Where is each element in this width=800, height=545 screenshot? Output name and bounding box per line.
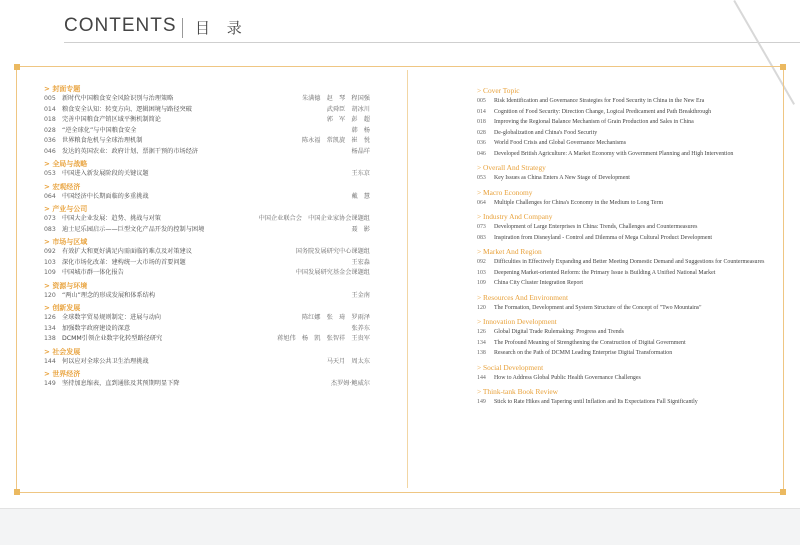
section-arrow-icon: >: [477, 387, 483, 396]
article-title: Deepening Market-oriented Reform: the Primary Issue is Building A Unified National Market: [494, 269, 716, 276]
page-number: 120: [477, 304, 486, 311]
section-arrow-icon: >: [477, 247, 484, 256]
en-toc-entry[interactable]: [477, 257, 777, 268]
section-arrow-icon: >: [477, 292, 484, 302]
page-number: 126: [477, 329, 486, 335]
en-toc-entry[interactable]: [477, 373, 777, 384]
page-number: 134: [44, 324, 56, 332]
en-toc-entry[interactable]: [477, 397, 777, 408]
chinese-contents-column: [44, 82, 370, 390]
en-toc-entry[interactable]: [477, 348, 777, 359]
cn-section-title: 全局与战略: [52, 160, 88, 168]
page-number: 036: [477, 140, 486, 146]
page-number: 149: [44, 380, 56, 387]
section-arrow-icon: >: [44, 160, 53, 168]
cn-toc-entry[interactable]: [44, 94, 370, 105]
section-arrow-icon: >: [44, 205, 53, 213]
english-contents-column: [477, 82, 777, 408]
cn-section-title: 资源与环境: [52, 281, 88, 290]
page-number: 073: [44, 215, 56, 222]
article-title: Multiple Challenges for China's Economy in the Medium to Long Term: [494, 199, 664, 206]
page-number: 144: [477, 374, 486, 381]
article-title: 深化市场化改革：建构统一大市场的首要问题: [62, 258, 186, 266]
en-toc-entry[interactable]: [477, 198, 777, 209]
en-toc-entry[interactable]: [477, 107, 777, 118]
article-title: The Formation, Development and System Structure of the Concept of "Two Mountains": [494, 304, 702, 311]
en-toc-entry[interactable]: [477, 278, 777, 289]
cn-toc-entry[interactable]: [44, 313, 370, 324]
article-authors: 王金南: [351, 291, 370, 299]
article-title: Cognition of Food Security: Direction Change, Logical Predicament and Path Breakthrough: [494, 108, 712, 115]
page-number: 144: [44, 357, 56, 365]
article-title: “逆全球化”与中国粮食安全: [62, 126, 137, 134]
en-toc-entry[interactable]: [477, 149, 777, 160]
page-number: 028: [44, 126, 56, 134]
page-number: 083: [44, 225, 56, 233]
article-title: Research on the Path of DCMM Leading Enterprise Digital Transformation: [494, 350, 673, 356]
page-number: 120: [44, 291, 56, 299]
page-number: 018: [44, 116, 56, 123]
cn-section-title: 市场与区域: [52, 238, 88, 246]
article-authors: 中国发展研究基金会课题组: [295, 269, 370, 276]
contents-title-cn: 目 录: [195, 19, 248, 37]
article-title: 中国经济中长期面临的多重挑战: [62, 192, 149, 200]
cn-section-title: 封面专题: [52, 85, 81, 93]
cn-section-heading: [44, 303, 334, 313]
article-title: 世界粮食危机与全球治理机制: [62, 137, 143, 144]
article-title: Improving the Regional Balance Mechanism of Grain Production and Sales in China: [494, 119, 694, 125]
en-toc-entry[interactable]: [477, 173, 777, 184]
page-number: 138: [477, 350, 486, 356]
article-title: Inspiration from Disneyland - Control and Dilemma of Mega Cultural Product Development: [494, 234, 713, 241]
page-number: 134: [477, 339, 486, 346]
page-number: 109: [477, 280, 486, 286]
cn-toc-entry[interactable]: [44, 291, 370, 302]
article-authors: 马天月 周太东: [326, 357, 370, 365]
frame-corner: [780, 489, 786, 495]
article-title: Development of Large Enterprises in China: Trends, Challenges and Countermeasures: [494, 224, 698, 230]
cn-toc-entry[interactable]: [44, 357, 370, 368]
cn-toc-entry[interactable]: [44, 324, 370, 335]
article-title: 新时代中国粮食安全风险识别与治理策略: [62, 95, 174, 102]
page-number: 018: [477, 119, 486, 125]
cn-toc-entry[interactable]: [44, 268, 370, 279]
en-toc-entry[interactable]: [477, 233, 777, 244]
contents-header: [0, 0, 800, 52]
frame-corner: [14, 489, 20, 495]
section-arrow-icon: >: [477, 163, 484, 172]
en-toc-entry[interactable]: [477, 222, 777, 233]
section-arrow-icon: >: [44, 304, 53, 312]
en-section-title: Market And Region: [483, 247, 542, 256]
cn-toc-entry[interactable]: [44, 379, 370, 390]
article-title: Stick to Rate Hikes and Tapering until Inflation and Its Expectations Fall Significantly: [494, 399, 698, 405]
en-toc-entry[interactable]: [477, 117, 777, 128]
article-title: World Food Crisis and Global Governance Mechanisms: [494, 140, 627, 146]
en-toc-entry[interactable]: [477, 303, 777, 314]
column-divider: [407, 70, 408, 488]
en-toc-entry[interactable]: [477, 327, 777, 338]
section-arrow-icon: >: [44, 370, 53, 378]
article-authors: 国务院发展研究中心课题组: [295, 248, 370, 255]
en-section-heading: [477, 187, 777, 198]
article-title: De-globalization and China's Food Security: [494, 129, 598, 136]
article-title: “两山”理念的形成发展和体系结构: [62, 291, 156, 299]
section-arrow-icon: >: [44, 182, 53, 191]
en-section-heading: [477, 162, 777, 173]
article-title: 中国进入新发展阶段的关键议题: [62, 170, 149, 177]
section-arrow-icon: >: [477, 86, 484, 95]
page-number: 005: [44, 95, 56, 102]
en-section-title: Cover Topic: [483, 86, 520, 95]
cn-toc-entry[interactable]: [44, 169, 370, 180]
header-rule: [64, 42, 800, 43]
page-number: 005: [477, 98, 486, 104]
en-section-title: Social Development: [483, 362, 544, 372]
section-arrow-icon: >: [44, 85, 53, 93]
section-arrow-icon: >: [44, 281, 53, 290]
article-authors: 陈红娜 张 琦 罗雨泽: [301, 314, 370, 321]
article-title: 有效扩大和更好满足内需面临的难点及对策建议: [62, 248, 192, 255]
frame-corner: [14, 64, 20, 70]
page-number: 103: [44, 258, 56, 266]
frame-corner: [780, 64, 786, 70]
article-authors: 杰罗姆·鲍威尔: [330, 380, 370, 387]
article-authors: 郭 军 彭 超: [326, 116, 370, 123]
en-section-heading: [477, 211, 777, 222]
en-toc-entry[interactable]: [477, 338, 777, 349]
article-title: 完善中国粮食产销区域平衡机制简论: [62, 116, 161, 123]
page-number: 149: [477, 399, 486, 405]
page-number: 083: [477, 234, 486, 241]
page-number: 014: [477, 108, 486, 115]
en-toc-entry[interactable]: [477, 268, 777, 279]
article-title: 发达的英国农业：政府计划、票据干预的市场经济: [62, 147, 199, 155]
cn-section-heading: [44, 237, 334, 247]
cn-section-heading: [44, 281, 334, 291]
page-number: 028: [477, 129, 486, 136]
article-authors: 蒋旭伟 杨 凯 张智祥 王贵军: [277, 335, 370, 342]
article-authors: 王宏淼: [351, 258, 370, 266]
article-title: How to Address Global Public Health Governance Challenges: [494, 374, 641, 381]
cn-section-heading: [44, 84, 334, 94]
en-section-heading: [477, 246, 777, 257]
cn-section-heading: [44, 204, 334, 214]
article-title: Developed British Agriculture: A Market Economy with Government Planning and High Intervention: [494, 150, 734, 157]
cn-toc-entry[interactable]: [44, 105, 370, 116]
article-authors: 韩 杨: [351, 126, 370, 134]
page-number: 109: [44, 269, 56, 276]
section-arrow-icon: >: [477, 187, 484, 197]
en-section-heading: [477, 292, 777, 303]
page-number: 073: [477, 224, 486, 230]
page-number: 064: [44, 192, 56, 200]
cn-toc-entry[interactable]: [44, 247, 370, 258]
section-arrow-icon: >: [44, 238, 53, 246]
en-section-heading: [477, 362, 777, 373]
article-title: Global Digital Trade Rulemaking: Progress and Trends: [494, 329, 624, 335]
page-footer-strip: [0, 508, 800, 545]
article-title: Difficulties in Effectively Expanding and Better Meeting Domestic Demand and Suggestions for Countermeasures: [494, 259, 765, 265]
cn-toc-entry[interactable]: [44, 115, 370, 126]
page-number: 103: [477, 269, 486, 276]
section-arrow-icon: >: [477, 212, 484, 221]
article-title: 迪士尼乐园启示——巨型文化产品开发的控制与困境: [62, 225, 205, 233]
en-toc-entry[interactable]: [477, 96, 777, 107]
en-section-title: Industry And Company: [483, 212, 553, 221]
cn-toc-entry[interactable]: [44, 136, 370, 147]
en-toc-entry[interactable]: [477, 128, 777, 139]
cn-section-title: 产业与公司: [52, 205, 88, 213]
article-title: 中国大企业发展：趋势、挑战与对策: [62, 215, 161, 222]
section-arrow-icon: >: [44, 347, 53, 356]
cn-toc-entry[interactable]: [44, 225, 370, 236]
title-divider: [182, 18, 183, 38]
en-section-title: Innovation Development: [483, 317, 557, 326]
page-number: 036: [44, 137, 56, 144]
cn-section-heading: [44, 347, 334, 357]
article-title: 全球数字贸易规则制定：进展与动向: [62, 314, 161, 321]
page-number: 046: [477, 150, 486, 157]
page-number: 126: [44, 314, 56, 321]
page-number: 053: [44, 170, 56, 177]
article-title: 何以应对全球公共卫生治理挑战: [62, 357, 149, 365]
article-title: Key Issues as China Enters A New Stage of Development: [494, 175, 630, 181]
cn-section-heading: [44, 182, 334, 192]
article-title: Risk Identification and Governance Strategies for Food Security in China in the New Era: [494, 98, 705, 104]
cn-section-title: 创新发展: [52, 304, 81, 312]
section-arrow-icon: >: [477, 362, 484, 372]
cn-toc-entry[interactable]: [44, 258, 370, 269]
page-number: 014: [44, 105, 56, 113]
article-title: 中国城市群一体化报告: [62, 269, 124, 276]
cn-section-heading: [44, 159, 334, 169]
article-authors: 聂 影: [351, 225, 370, 233]
page-number: 092: [477, 259, 486, 265]
en-section-heading: [477, 85, 777, 96]
article-title: 粮食安全认知：转变方向、逻辑困境与路径突破: [62, 105, 192, 113]
page-number: 092: [44, 248, 56, 255]
article-authors: 陈永福 常凯旋 崔 悦: [301, 137, 370, 144]
page-number: 046: [44, 147, 56, 155]
article-authors: 张养东: [351, 324, 370, 332]
en-section-title: Overall And Strategy: [483, 163, 546, 172]
en-section-title: Resources And Environment: [483, 292, 569, 302]
page-number: 053: [477, 175, 486, 181]
cn-toc-entry[interactable]: [44, 214, 370, 225]
en-section-title: Think-tank Book Review: [482, 387, 559, 396]
en-section-heading: [477, 316, 777, 327]
cn-toc-entry[interactable]: [44, 147, 370, 158]
section-arrow-icon: >: [477, 317, 484, 326]
article-title: The Profound Meaning of Strengthening the Construction of Digital Government: [494, 339, 686, 346]
en-toc-entry[interactable]: [477, 138, 777, 149]
cn-toc-entry[interactable]: [44, 192, 370, 203]
article-authors: 戴 慧: [351, 192, 370, 200]
en-section-title: Macro Economy: [483, 187, 533, 197]
en-section-heading: [477, 386, 777, 397]
article-title: China City Cluster Integration Report: [494, 280, 584, 286]
article-authors: 王东京: [351, 170, 370, 177]
cn-toc-entry[interactable]: [44, 126, 370, 137]
article-authors: 杨晶垟: [351, 147, 370, 155]
article-title: 加强数字政府建设的深意: [62, 324, 131, 332]
page-number: 064: [477, 199, 486, 206]
article-authors: 朱满德 赵 琴 程国强: [301, 95, 370, 102]
article-title: DCMM引领企业数字化转型路径研究: [62, 335, 163, 342]
cn-section-title: 社会发展: [52, 347, 81, 356]
cn-toc-entry[interactable]: [44, 334, 370, 345]
cn-section-title: 世界经济: [52, 370, 81, 378]
cn-section-title: 宏观经济: [52, 182, 81, 191]
article-authors: 中国企业联合会 中国企业家协会课题组: [258, 215, 370, 222]
article-title: 坚持加息缩表，直到通胀及其预期明显下降: [62, 380, 180, 387]
contents-title-en: CONTENTS: [64, 15, 177, 36]
article-authors: 武舜臣 胡冰川: [326, 105, 370, 113]
page-number: 138: [44, 335, 56, 342]
cn-section-heading: [44, 369, 334, 379]
